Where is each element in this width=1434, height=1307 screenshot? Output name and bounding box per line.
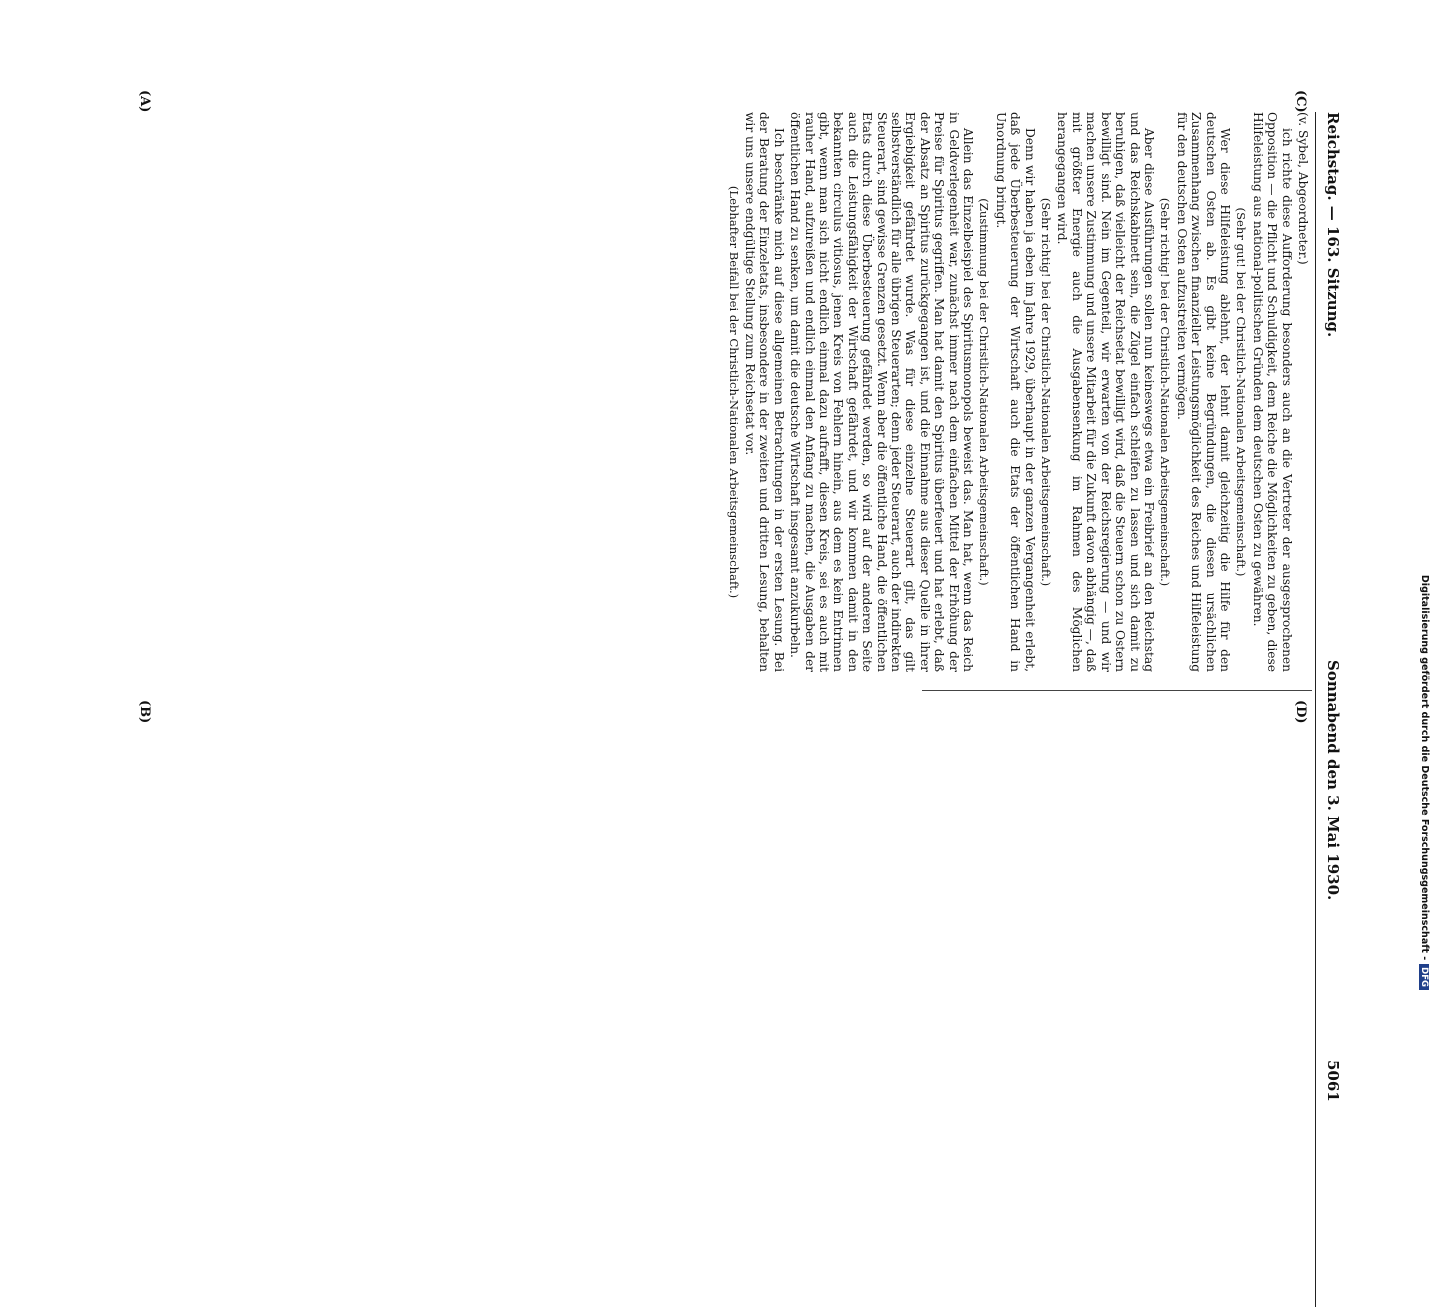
header-right-date: Sonnabend den 3. Mai 1930.: [1324, 660, 1342, 901]
paragraph: Denn wir haben ja eben im Jahre 1929, überhaupt in der ganzen Vergangenheit erlebt, daß jede Überbesteuerung der Wirtschaft auch die Etats der öffentlichen Hand in Unordnung bringt.: [993, 112, 1037, 672]
paragraph: ich richte diese Aufforderung besonders auch an die Vertreter der ausgesprochenen Opposition — die Pflicht und Schuldigkeit, dem Reiche die Möglichkeiten zu geben, diese Hilfeleistung aus national-politischen Gründen dem deutschen Osten zu gewähren.: [1250, 112, 1294, 672]
digitization-credit: [1410, 0, 1430, 990]
column-divider: [922, 690, 1312, 691]
header-left-title: Reichstag. — 163. Sitzung.: [1324, 112, 1342, 338]
header-rule: [1315, 112, 1316, 1307]
credit-text: Digitalisierung gefördert durch die Deutsche Forschungsgemeinschaft -: [1419, 574, 1430, 961]
reaction: (Sehr gut! bei der Christlich-Nationalen Arbeitsgemeinschaft.): [1234, 207, 1249, 577]
paragraph: Aber diese Ausführungen sollen nun keineswegs etwa ein Freibrief an den Reichstag und das Reichskabinett sein, die Zügel einfach schleifen zu lassen und sich damit zu beruhigen, daß vielleicht der Reichsetat bewilligt wird, daß die Steuern schon zu Ostern bewilligt sind. Nein im Gegenteil, wir erwarten von der Reichsregierung — und wir machen unsere Zustimmung und unsere Mitarbeit für die Zukunft davon abhängig —, daß mit größter Energie auch die Ausgabensenkung im Rahmen des Möglichen herangegangen wird.: [1055, 112, 1156, 672]
paragraph: Wer diese Hilfeleistung ablehnt, der lehnt damit gleichzeitig die Hilfe für den deutschen Osten ab. Es gibt keine Begründungen, die diesen ursächlichen Zusammenhang zwischen finanzieller Leistungsmöglichkeit des Reiches und Hilfeleistung für den deutschen Osten aufzustreiten vermögen.: [1174, 112, 1232, 672]
reaction: (Lebhafter Beifall bei der Christlich-Nationalen Arbeitsgemeinschaft.): [726, 185, 741, 599]
credit-wrapper: [1412, 0, 1434, 1000]
reaction: (Zustimmung bei der Christlich-Nationalen Arbeitsgemeinschaft.): [977, 198, 992, 586]
reaction: (Sehr richtig! bei der Christlich-Nationalen Arbeitsgemeinschaft.): [1158, 197, 1173, 587]
reaction: (Sehr richtig! bei der Christlich-Nationalen Arbeitsgemeinschaft.): [1039, 197, 1054, 587]
paragraph: Allein das Einzelbeispiel des Spiritusmonopols beweist das. Man hat, wenn das Reich in Geldverlegenheit war, zunächst immer nach dem einfachen Mittel der Erhöhung der Preise für Spiritus gegriffen. Man hat damit den Spiritus überfeuert und hat erlebt, daß der Absatz an Spiritus zurückgegangen ist, und die Einnahme aus dieser Quelle in ihrer Ergiebigkeit gefährdet wurde. Was für diese einzelne Steuerart gilt, das gilt selbstverständlich für alle übrigen Steuerarten; denn jeder Steuerart, auch der indirekten Steuerart, sind gewisse Grenzen gesetzt. Wenn aber die öffentliche Hand, die öffentlichen Etats durch diese Überbesteuerung gefährdet werden, so wird auf der anderen Seite auch die Leistungsfähigkeit der Wirtschaft gefährdet, und wir kommen damit in den bekannten circulus vitiosus, jenen Kreis von Fehlern hinein, aus dem es kein Entrinnen gibt, wenn man sich nicht endlich einmal dazu aufrafft, diesen Kreis, sei es auch mit rauher Hand, aufzureißen und endlich einmal den Anfang zu machen, die Ausgaben der öffentlichen Hand zu senken, um damit die deutsche Wirtschaft insgesamt anzukurbeln.: [788, 112, 976, 672]
left-column: [160, 112, 1310, 672]
paragraph: Ich beschränke mich auf diese allgemeinen Betrachtungen in der ersten Lesung. Bei der Beratung der Einzeletats, insbesondere in der zweiten und dritten Lesung, behalten wir uns unsere endgültige Stellung zum Reichsetat vor.: [742, 112, 786, 672]
margin-marker-a: (A): [137, 90, 152, 113]
right-column: [1309, 700, 1310, 701]
margin-marker-b: (B): [137, 700, 152, 724]
margin-marker-d: (D): [1293, 700, 1308, 724]
margin-marker-c: (C): [1293, 90, 1308, 113]
dfg-logo: DFG: [1419, 964, 1429, 990]
page-number: 5061: [1324, 1060, 1342, 1102]
speaker-line: (v. Sybel, Abgeordneter.): [1296, 112, 1310, 265]
